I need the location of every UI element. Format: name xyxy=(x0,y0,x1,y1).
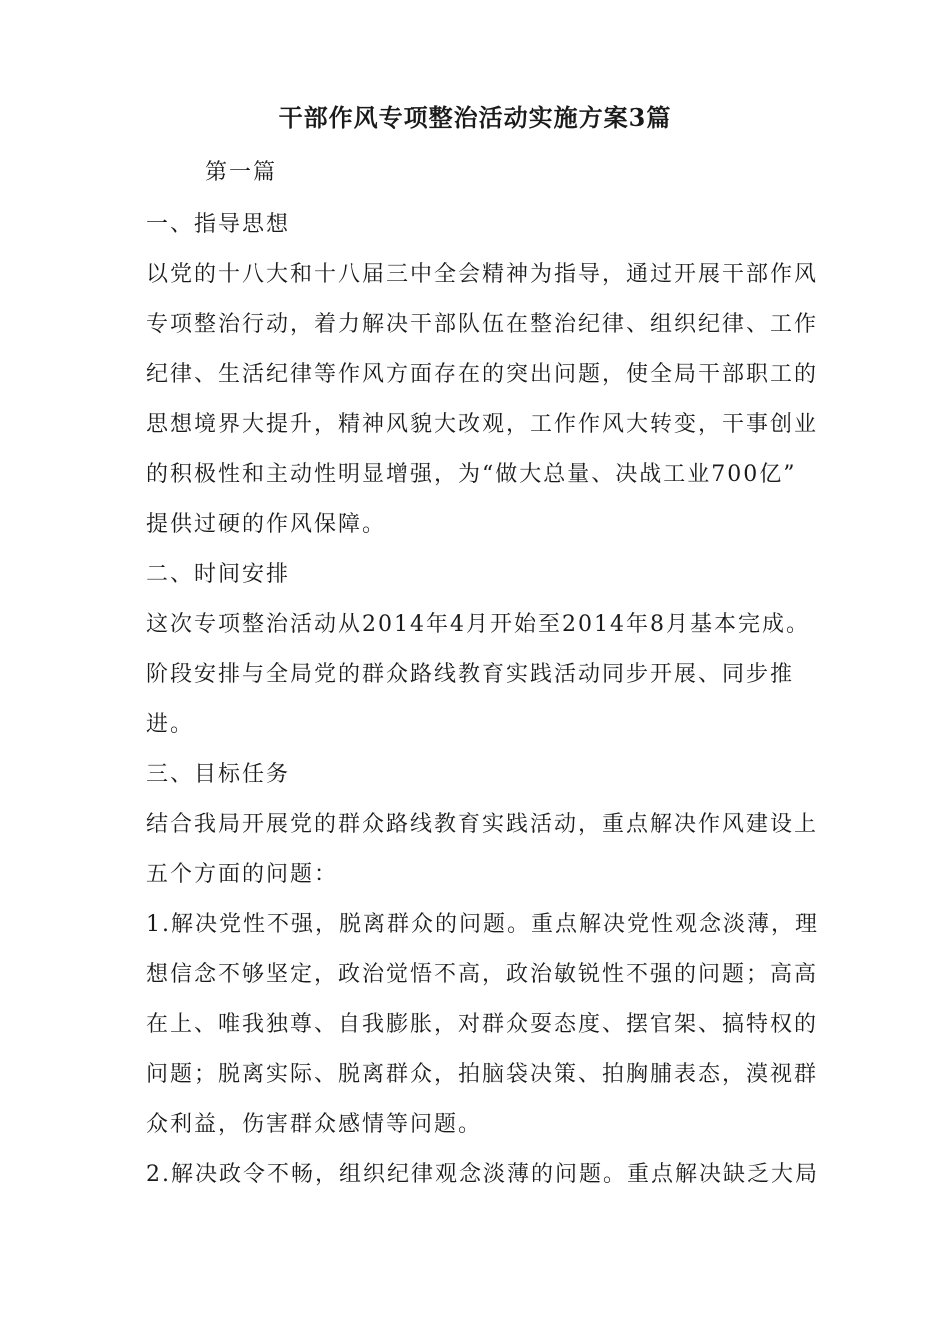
paragraph-line: 问题；脱离实际、脱离群众，拍脑袋决策、拍胸脯表态，漠视群 xyxy=(146,1062,819,1087)
paragraph-line: 阶段安排与全局党的群众路线教育实践活动同步开展、同步推 xyxy=(146,662,795,687)
paragraph-line: 思想境界大提升，精神风貌大改观，工作作风大转变，干事创业 xyxy=(146,412,819,437)
section-heading: 二、时间安排 xyxy=(146,562,291,587)
paragraph-line: 众利益，伤害群众感情等问题。 xyxy=(146,1112,483,1137)
paragraph-line: 2.解决政令不畅，组织纪律观念淡薄的问题。重点解决缺乏大局 xyxy=(146,1162,819,1187)
paragraph-line: 结合我局开展党的群众路线教育实践活动，重点解决作风建设上 xyxy=(146,812,819,837)
paragraph-line: 1.解决党性不强，脱离群众的问题。重点解决党性观念淡薄，理 xyxy=(146,912,819,937)
paragraph-line: 提供过硬的作风保障。 xyxy=(146,512,387,537)
chapter-heading: 第一篇 xyxy=(205,160,278,185)
paragraph-line: 进。 xyxy=(146,712,195,737)
document-title: 干部作风专项整治活动实施方案3篇 xyxy=(278,103,672,132)
paragraph-line: 以党的十八大和十八届三中全会精神为指导，通过开展干部作风 xyxy=(146,262,819,287)
paragraph-line: 纪律、生活纪律等作风方面存在的突出问题，使全局干部职工的 xyxy=(146,362,819,387)
section-heading: 三、目标任务 xyxy=(146,762,291,787)
paragraph-line: 专项整治行动，着力解决干部队伍在整治纪律、组织纪律、工作 xyxy=(146,312,819,337)
paragraph-line: 五个方面的问题： xyxy=(146,862,339,887)
paragraph-line: 想信念不够坚定，政治觉悟不高，政治敏锐性不强的问题；高高 xyxy=(146,962,819,987)
paragraph-line: 的积极性和主动性明显增强，为“做大总量、决战工业700亿” xyxy=(146,462,797,487)
section-heading: 一、指导思想 xyxy=(146,212,291,237)
paragraph-line: 在上、唯我独尊、自我膨胀，对群众耍态度、摆官架、搞特权的 xyxy=(146,1012,819,1037)
paragraph-line: 这次专项整治活动从2014年4月开始至2014年8月基本完成。 xyxy=(146,612,810,637)
